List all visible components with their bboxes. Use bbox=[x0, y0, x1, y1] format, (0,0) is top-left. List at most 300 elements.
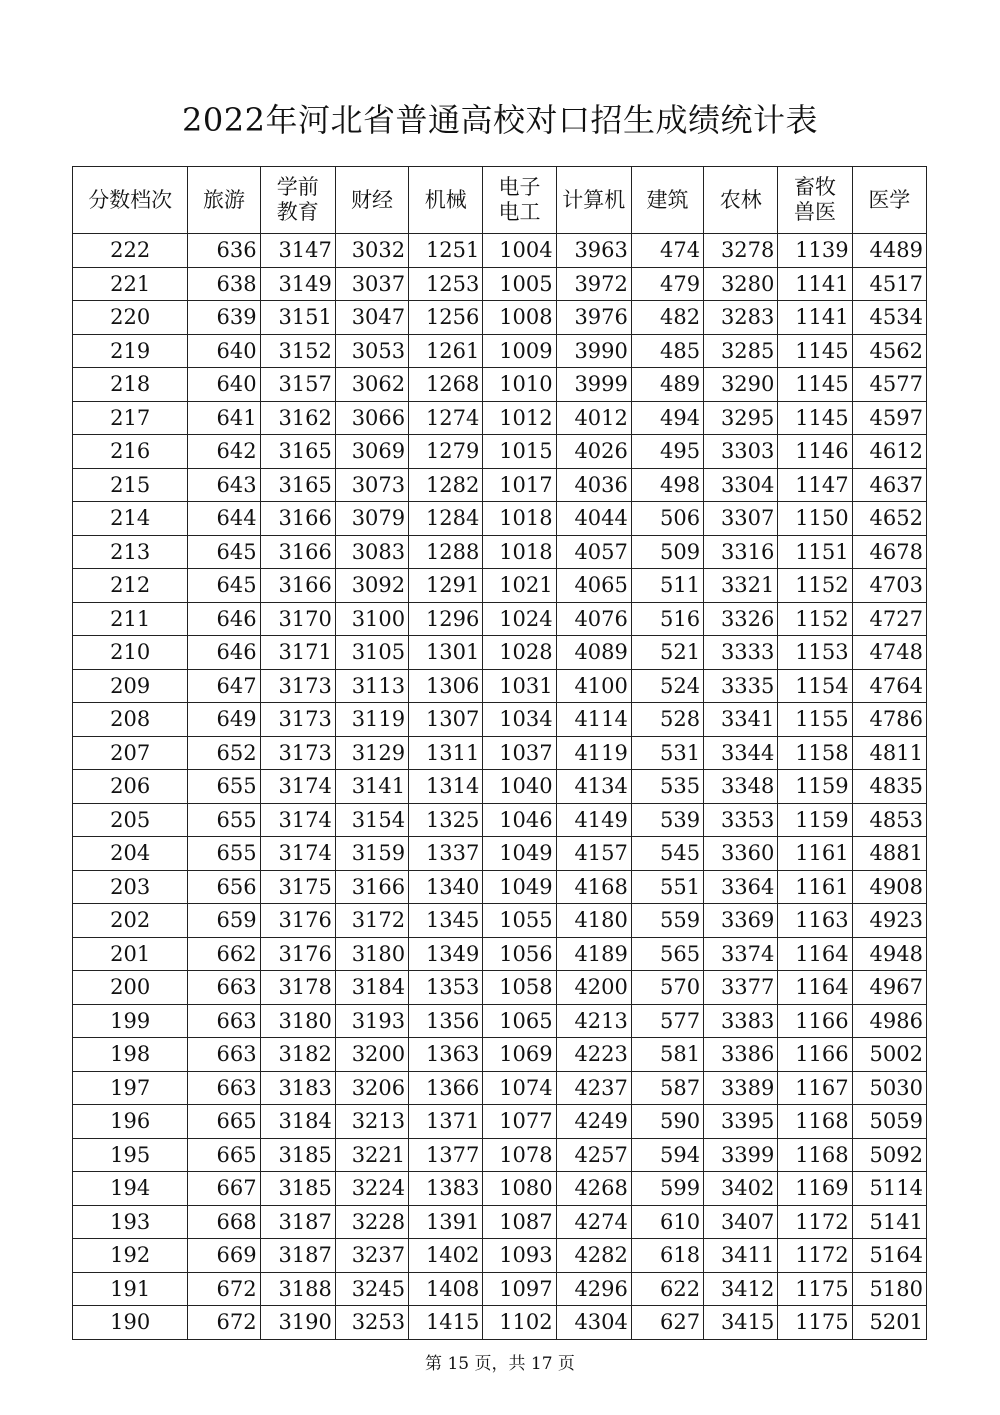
table-cell: 1288 bbox=[409, 535, 483, 569]
table-row bbox=[73, 435, 927, 469]
table-cell: 1018 bbox=[483, 502, 556, 536]
table-cell: 1158 bbox=[778, 736, 852, 770]
table-cell: 3073 bbox=[335, 468, 408, 502]
table-cell: 3184 bbox=[335, 971, 408, 1005]
table-cell: 3173 bbox=[260, 669, 335, 703]
table-cell: 4189 bbox=[556, 937, 631, 971]
table-cell: 652 bbox=[188, 736, 260, 770]
table-cell: 1074 bbox=[483, 1071, 556, 1105]
table-cell: 3348 bbox=[704, 770, 778, 804]
table-cell: 1080 bbox=[483, 1172, 556, 1206]
column-header-line: 兽医 bbox=[794, 200, 837, 224]
table-cell: 3307 bbox=[704, 502, 778, 536]
column-header bbox=[260, 167, 335, 234]
table-cell: 498 bbox=[631, 468, 703, 502]
table-cell: 1363 bbox=[409, 1038, 483, 1072]
table-row bbox=[73, 1272, 927, 1306]
table-cell: 3253 bbox=[335, 1306, 408, 1340]
table-cell: 1012 bbox=[483, 401, 556, 435]
table-cell: 3411 bbox=[704, 1239, 778, 1273]
table-cell: 655 bbox=[188, 803, 260, 837]
table-cell: 3176 bbox=[260, 937, 335, 971]
table-cell: 4748 bbox=[852, 636, 926, 670]
table-cell: 516 bbox=[631, 602, 703, 636]
table-row bbox=[73, 569, 927, 603]
table-cell: 509 bbox=[631, 535, 703, 569]
table-cell: 551 bbox=[631, 870, 703, 904]
table-cell: 1058 bbox=[483, 971, 556, 1005]
table-row bbox=[73, 1138, 927, 1172]
table-cell: 646 bbox=[188, 636, 260, 670]
table-cell: 1145 bbox=[778, 401, 852, 435]
table-cell: 1147 bbox=[778, 468, 852, 502]
column-header-line: 医学 bbox=[868, 187, 911, 212]
table-cell: 4562 bbox=[852, 334, 926, 368]
table-cell: 3178 bbox=[260, 971, 335, 1005]
table-cell: 1164 bbox=[778, 971, 852, 1005]
table-cell: 3185 bbox=[260, 1138, 335, 1172]
table-cell: 3157 bbox=[260, 368, 335, 402]
table-cell: 3193 bbox=[335, 1004, 408, 1038]
table-cell: 4282 bbox=[556, 1239, 631, 1273]
table-cell: 1018 bbox=[483, 535, 556, 569]
table-row bbox=[73, 1205, 927, 1239]
table-cell: 1087 bbox=[483, 1205, 556, 1239]
table-cell: 1159 bbox=[778, 803, 852, 837]
table-cell: 1166 bbox=[778, 1038, 852, 1072]
table-cell: 656 bbox=[188, 870, 260, 904]
table-cell: 1139 bbox=[778, 234, 852, 268]
table-cell: 3154 bbox=[335, 803, 408, 837]
table-cell: 1168 bbox=[778, 1105, 852, 1139]
table-cell: 4257 bbox=[556, 1138, 631, 1172]
table-cell: 3278 bbox=[704, 234, 778, 268]
table-cell: 627 bbox=[631, 1306, 703, 1340]
column-header bbox=[335, 167, 408, 234]
column-header-line: 教育 bbox=[276, 200, 319, 224]
table-cell: 3174 bbox=[260, 770, 335, 804]
table-cell: 3174 bbox=[260, 837, 335, 871]
table-cell: 647 bbox=[188, 669, 260, 703]
table-cell: 1037 bbox=[483, 736, 556, 770]
table-cell: 3173 bbox=[260, 703, 335, 737]
table-cell: 663 bbox=[188, 1038, 260, 1072]
table-cell: 639 bbox=[188, 301, 260, 335]
column-header-line: 学前 bbox=[276, 175, 319, 199]
table-cell: 4134 bbox=[556, 770, 631, 804]
table-cell: 4296 bbox=[556, 1272, 631, 1306]
table-row bbox=[73, 234, 927, 268]
score-level-cell: 190 bbox=[73, 1306, 188, 1340]
score-level-cell: 204 bbox=[73, 837, 188, 871]
table-cell: 1349 bbox=[409, 937, 483, 971]
table-cell: 3963 bbox=[556, 234, 631, 268]
table-cell: 3245 bbox=[335, 1272, 408, 1306]
table-cell: 1256 bbox=[409, 301, 483, 335]
table-cell: 3999 bbox=[556, 368, 631, 402]
table-cell: 3047 bbox=[335, 301, 408, 335]
table-cell: 3175 bbox=[260, 870, 335, 904]
table-cell: 1069 bbox=[483, 1038, 556, 1072]
table-cell: 663 bbox=[188, 1004, 260, 1038]
table-row bbox=[73, 904, 927, 938]
score-level-cell: 220 bbox=[73, 301, 188, 335]
table-cell: 4149 bbox=[556, 803, 631, 837]
table-cell: 1168 bbox=[778, 1138, 852, 1172]
table-cell: 3159 bbox=[335, 837, 408, 871]
table-cell: 4948 bbox=[852, 937, 926, 971]
table-cell: 1353 bbox=[409, 971, 483, 1005]
table-cell: 3166 bbox=[260, 569, 335, 603]
table-cell: 665 bbox=[188, 1105, 260, 1139]
table-cell: 667 bbox=[188, 1172, 260, 1206]
table-row bbox=[73, 1105, 927, 1139]
table-cell: 649 bbox=[188, 703, 260, 737]
table-cell: 3377 bbox=[704, 971, 778, 1005]
table-cell: 1345 bbox=[409, 904, 483, 938]
table-cell: 645 bbox=[188, 535, 260, 569]
table-cell: 3062 bbox=[335, 368, 408, 402]
table-cell: 4786 bbox=[852, 703, 926, 737]
table-cell: 618 bbox=[631, 1239, 703, 1273]
table-cell: 5030 bbox=[852, 1071, 926, 1105]
table-cell: 3360 bbox=[704, 837, 778, 871]
table-cell: 528 bbox=[631, 703, 703, 737]
table-cell: 1311 bbox=[409, 736, 483, 770]
column-header-line: 机械 bbox=[424, 187, 467, 212]
table-cell: 1314 bbox=[409, 770, 483, 804]
table-cell: 531 bbox=[631, 736, 703, 770]
table-cell: 1175 bbox=[778, 1306, 852, 1340]
column-header bbox=[73, 167, 188, 234]
table-cell: 655 bbox=[188, 837, 260, 871]
table-cell: 1150 bbox=[778, 502, 852, 536]
table-cell: 4237 bbox=[556, 1071, 631, 1105]
table-cell: 4012 bbox=[556, 401, 631, 435]
column-header bbox=[778, 167, 852, 234]
table-cell: 1161 bbox=[778, 870, 852, 904]
table-cell: 3100 bbox=[335, 602, 408, 636]
table-cell: 1261 bbox=[409, 334, 483, 368]
table-cell: 1337 bbox=[409, 837, 483, 871]
table-cell: 1145 bbox=[778, 334, 852, 368]
table-cell: 4200 bbox=[556, 971, 631, 1005]
table-cell: 1093 bbox=[483, 1239, 556, 1273]
table-cell: 3053 bbox=[335, 334, 408, 368]
table-cell: 3105 bbox=[335, 636, 408, 670]
table-cell: 577 bbox=[631, 1004, 703, 1038]
table-cell: 1031 bbox=[483, 669, 556, 703]
table-cell: 3032 bbox=[335, 234, 408, 268]
table-row bbox=[73, 770, 927, 804]
table-cell: 3170 bbox=[260, 602, 335, 636]
column-header-line: 畜牧 bbox=[794, 175, 837, 199]
table-cell: 587 bbox=[631, 1071, 703, 1105]
table-header-row bbox=[73, 167, 927, 234]
table-cell: 5002 bbox=[852, 1038, 926, 1072]
table-cell: 3321 bbox=[704, 569, 778, 603]
table-cell: 3335 bbox=[704, 669, 778, 703]
table-cell: 1391 bbox=[409, 1205, 483, 1239]
table-cell: 641 bbox=[188, 401, 260, 435]
table-cell: 4489 bbox=[852, 234, 926, 268]
table-cell: 3237 bbox=[335, 1239, 408, 1273]
table-cell: 4114 bbox=[556, 703, 631, 737]
table-cell: 3187 bbox=[260, 1239, 335, 1273]
table-cell: 1097 bbox=[483, 1272, 556, 1306]
table-cell: 4304 bbox=[556, 1306, 631, 1340]
table-cell: 4652 bbox=[852, 502, 926, 536]
table-cell: 1102 bbox=[483, 1306, 556, 1340]
table-cell: 3200 bbox=[335, 1038, 408, 1072]
table-cell: 3402 bbox=[704, 1172, 778, 1206]
table-cell: 668 bbox=[188, 1205, 260, 1239]
table-cell: 590 bbox=[631, 1105, 703, 1139]
table-cell: 1251 bbox=[409, 234, 483, 268]
table-cell: 4057 bbox=[556, 535, 631, 569]
table-cell: 3190 bbox=[260, 1306, 335, 1340]
table-cell: 1356 bbox=[409, 1004, 483, 1038]
table-cell: 3228 bbox=[335, 1205, 408, 1239]
table-cell: 4249 bbox=[556, 1105, 631, 1139]
table-cell: 511 bbox=[631, 569, 703, 603]
column-header-line: 计算机 bbox=[562, 187, 626, 212]
table-row bbox=[73, 1004, 927, 1038]
score-level-cell: 196 bbox=[73, 1105, 188, 1139]
table-cell: 3180 bbox=[335, 937, 408, 971]
table-cell: 3113 bbox=[335, 669, 408, 703]
table-cell: 4967 bbox=[852, 971, 926, 1005]
table-cell: 1284 bbox=[409, 502, 483, 536]
table-cell: 1169 bbox=[778, 1172, 852, 1206]
table-cell: 3415 bbox=[704, 1306, 778, 1340]
table-cell: 3185 bbox=[260, 1172, 335, 1206]
table-row bbox=[73, 1071, 927, 1105]
table-cell: 506 bbox=[631, 502, 703, 536]
table-cell: 3412 bbox=[704, 1272, 778, 1306]
table-cell: 643 bbox=[188, 468, 260, 502]
table-row bbox=[73, 703, 927, 737]
table-cell: 1010 bbox=[483, 368, 556, 402]
table-cell: 1268 bbox=[409, 368, 483, 402]
table-cell: 3166 bbox=[260, 535, 335, 569]
table-cell: 3188 bbox=[260, 1272, 335, 1306]
score-level-cell: 213 bbox=[73, 535, 188, 569]
column-header bbox=[188, 167, 260, 234]
table-cell: 1155 bbox=[778, 703, 852, 737]
table-cell: 3141 bbox=[335, 770, 408, 804]
table-cell: 3129 bbox=[335, 736, 408, 770]
table-cell: 3213 bbox=[335, 1105, 408, 1139]
table-cell: 4678 bbox=[852, 535, 926, 569]
table-cell: 1049 bbox=[483, 837, 556, 871]
score-level-cell: 205 bbox=[73, 803, 188, 837]
table-cell: 4764 bbox=[852, 669, 926, 703]
table-row bbox=[73, 870, 927, 904]
table-cell: 638 bbox=[188, 267, 260, 301]
table-cell: 3162 bbox=[260, 401, 335, 435]
score-level-cell: 212 bbox=[73, 569, 188, 603]
score-level-cell: 198 bbox=[73, 1038, 188, 1072]
table-row bbox=[73, 1306, 927, 1340]
table-cell: 1024 bbox=[483, 602, 556, 636]
table-cell: 1307 bbox=[409, 703, 483, 737]
table-cell: 646 bbox=[188, 602, 260, 636]
table-cell: 3280 bbox=[704, 267, 778, 301]
table-cell: 1055 bbox=[483, 904, 556, 938]
table-cell: 495 bbox=[631, 435, 703, 469]
table-cell: 3304 bbox=[704, 468, 778, 502]
table-cell: 1340 bbox=[409, 870, 483, 904]
table-cell: 5141 bbox=[852, 1205, 926, 1239]
table-cell: 535 bbox=[631, 770, 703, 804]
table-cell: 665 bbox=[188, 1138, 260, 1172]
table-cell: 1021 bbox=[483, 569, 556, 603]
table-cell: 672 bbox=[188, 1306, 260, 1340]
table-row bbox=[73, 1239, 927, 1273]
score-level-cell: 193 bbox=[73, 1205, 188, 1239]
score-level-cell: 206 bbox=[73, 770, 188, 804]
table-cell: 1152 bbox=[778, 569, 852, 603]
table-cell: 4168 bbox=[556, 870, 631, 904]
table-cell: 1145 bbox=[778, 368, 852, 402]
table-cell: 3180 bbox=[260, 1004, 335, 1038]
table-cell: 655 bbox=[188, 770, 260, 804]
column-header bbox=[631, 167, 703, 234]
table-row bbox=[73, 334, 927, 368]
table-cell: 479 bbox=[631, 267, 703, 301]
table-cell: 3092 bbox=[335, 569, 408, 603]
table-row bbox=[73, 301, 927, 335]
table-cell: 672 bbox=[188, 1272, 260, 1306]
table-cell: 3316 bbox=[704, 535, 778, 569]
table-row bbox=[73, 468, 927, 502]
table-cell: 1034 bbox=[483, 703, 556, 737]
table-cell: 3399 bbox=[704, 1138, 778, 1172]
table-cell: 4026 bbox=[556, 435, 631, 469]
table-cell: 1172 bbox=[778, 1239, 852, 1273]
table-cell: 474 bbox=[631, 234, 703, 268]
table-cell: 3976 bbox=[556, 301, 631, 335]
table-cell: 3152 bbox=[260, 334, 335, 368]
score-level-cell: 207 bbox=[73, 736, 188, 770]
table-cell: 663 bbox=[188, 971, 260, 1005]
table-cell: 1253 bbox=[409, 267, 483, 301]
table-cell: 1325 bbox=[409, 803, 483, 837]
score-level-cell: 202 bbox=[73, 904, 188, 938]
table-cell: 3333 bbox=[704, 636, 778, 670]
table-cell: 3166 bbox=[335, 870, 408, 904]
table-cell: 1161 bbox=[778, 837, 852, 871]
table-cell: 570 bbox=[631, 971, 703, 1005]
score-level-cell: 200 bbox=[73, 971, 188, 1005]
table-cell: 1163 bbox=[778, 904, 852, 938]
score-level-cell: 214 bbox=[73, 502, 188, 536]
table-cell: 521 bbox=[631, 636, 703, 670]
table-cell: 4180 bbox=[556, 904, 631, 938]
table-cell: 1049 bbox=[483, 870, 556, 904]
table-cell: 3166 bbox=[260, 502, 335, 536]
table-cell: 559 bbox=[631, 904, 703, 938]
table-cell: 1046 bbox=[483, 803, 556, 837]
column-header-line: 农林 bbox=[719, 187, 762, 212]
table-cell: 4089 bbox=[556, 636, 631, 670]
score-level-cell: 219 bbox=[73, 334, 188, 368]
table-cell: 645 bbox=[188, 569, 260, 603]
table-cell: 4223 bbox=[556, 1038, 631, 1072]
table-cell: 4577 bbox=[852, 368, 926, 402]
table-cell: 4835 bbox=[852, 770, 926, 804]
table-cell: 1005 bbox=[483, 267, 556, 301]
column-header-line: 分数档次 bbox=[88, 187, 173, 212]
table-cell: 5092 bbox=[852, 1138, 926, 1172]
score-level-cell: 221 bbox=[73, 267, 188, 301]
table-cell: 1164 bbox=[778, 937, 852, 971]
table-cell: 636 bbox=[188, 234, 260, 268]
table-row bbox=[73, 971, 927, 1005]
table-cell: 4065 bbox=[556, 569, 631, 603]
table-row bbox=[73, 502, 927, 536]
table-cell: 4637 bbox=[852, 468, 926, 502]
table-cell: 4268 bbox=[556, 1172, 631, 1206]
table-cell: 1366 bbox=[409, 1071, 483, 1105]
table-cell: 3119 bbox=[335, 703, 408, 737]
table-row bbox=[73, 1038, 927, 1072]
table-cell: 1141 bbox=[778, 267, 852, 301]
table-cell: 3176 bbox=[260, 904, 335, 938]
table-cell: 1383 bbox=[409, 1172, 483, 1206]
column-header-line: 电工 bbox=[498, 200, 541, 224]
table-cell: 1078 bbox=[483, 1138, 556, 1172]
table-cell: 4908 bbox=[852, 870, 926, 904]
table-cell: 3344 bbox=[704, 736, 778, 770]
table-cell: 4044 bbox=[556, 502, 631, 536]
score-level-cell: 197 bbox=[73, 1071, 188, 1105]
table-cell: 640 bbox=[188, 334, 260, 368]
table-cell: 3069 bbox=[335, 435, 408, 469]
table-cell: 3083 bbox=[335, 535, 408, 569]
table-cell: 599 bbox=[631, 1172, 703, 1206]
table-cell: 524 bbox=[631, 669, 703, 703]
table-cell: 3389 bbox=[704, 1071, 778, 1105]
table-cell: 3165 bbox=[260, 468, 335, 502]
column-header bbox=[704, 167, 778, 234]
table-cell: 581 bbox=[631, 1038, 703, 1072]
table-cell: 663 bbox=[188, 1071, 260, 1105]
table-cell: 1167 bbox=[778, 1071, 852, 1105]
score-level-cell: 201 bbox=[73, 937, 188, 971]
table-cell: 3395 bbox=[704, 1105, 778, 1139]
table-cell: 1175 bbox=[778, 1272, 852, 1306]
table-cell: 3353 bbox=[704, 803, 778, 837]
score-level-cell: 192 bbox=[73, 1239, 188, 1273]
score-level-cell: 218 bbox=[73, 368, 188, 402]
table-cell: 4881 bbox=[852, 837, 926, 871]
table-cell: 3079 bbox=[335, 502, 408, 536]
table-cell: 3172 bbox=[335, 904, 408, 938]
table-cell: 1028 bbox=[483, 636, 556, 670]
table-cell: 1291 bbox=[409, 569, 483, 603]
table-cell: 4213 bbox=[556, 1004, 631, 1038]
table-cell: 1154 bbox=[778, 669, 852, 703]
score-level-cell: 209 bbox=[73, 669, 188, 703]
table-cell: 4986 bbox=[852, 1004, 926, 1038]
table-cell: 565 bbox=[631, 937, 703, 971]
table-cell: 1146 bbox=[778, 435, 852, 469]
table-cell: 3386 bbox=[704, 1038, 778, 1072]
table-cell: 622 bbox=[631, 1272, 703, 1306]
table-cell: 3285 bbox=[704, 334, 778, 368]
